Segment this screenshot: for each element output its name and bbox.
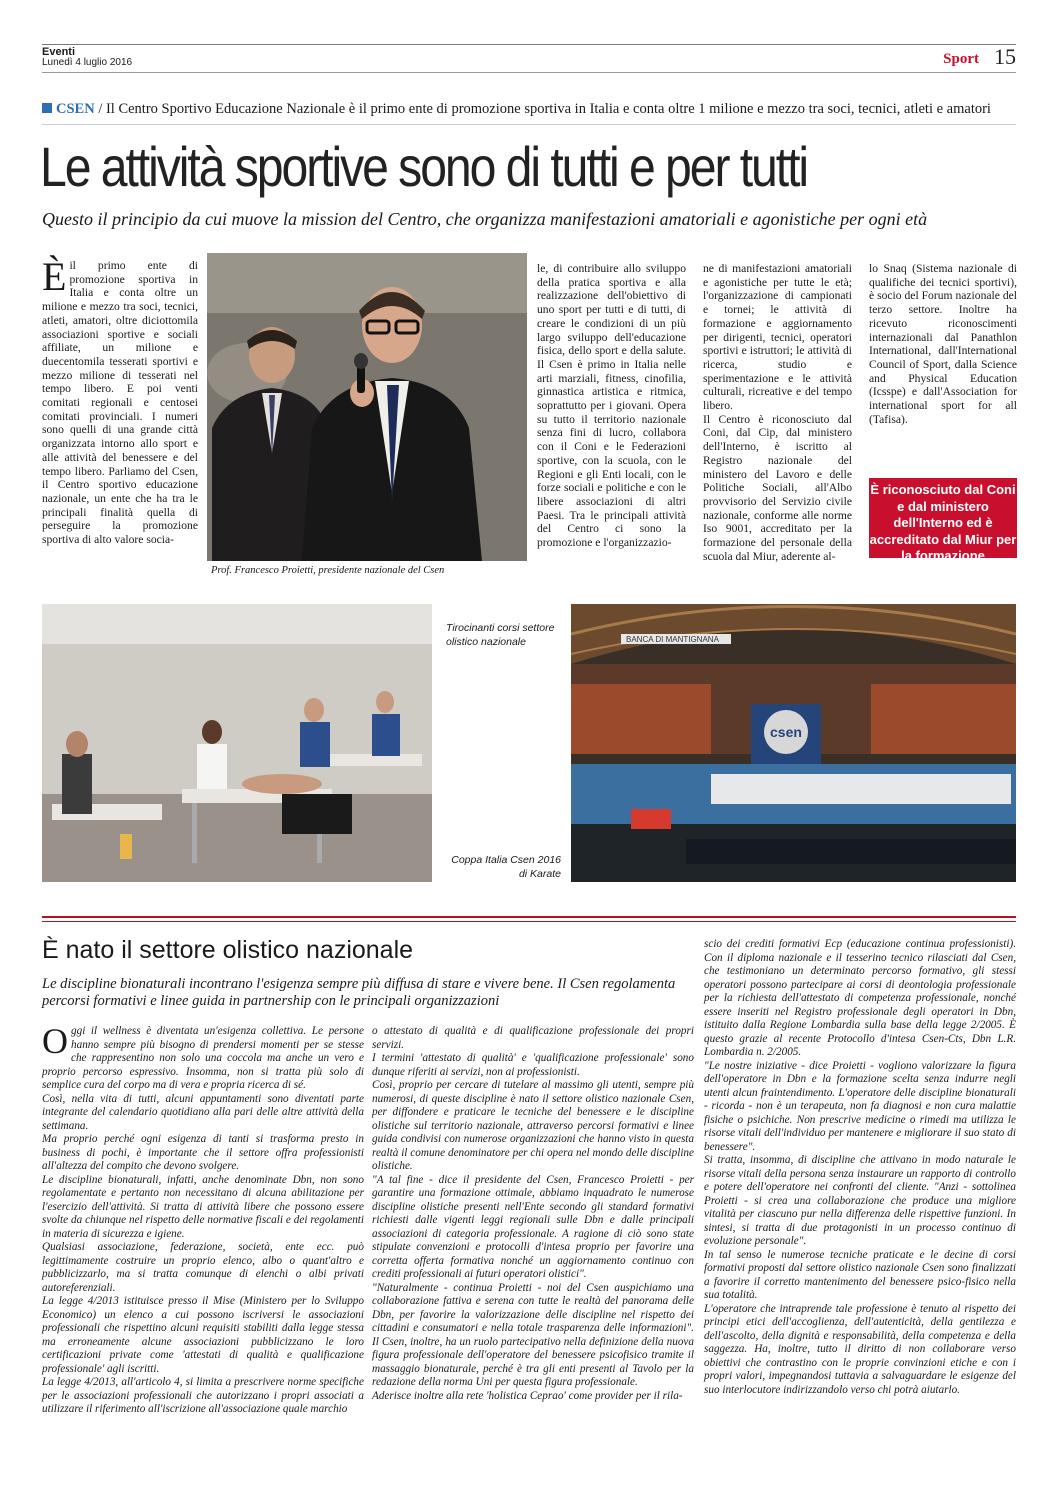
article2-title: È nato il settore olistico nazionale <box>42 936 414 964</box>
subheadline: Questo il principio da cui muove la mission del Centro, che organizza manifestazioni amatoriali e agonistiche per ogni età <box>42 209 928 229</box>
photo-karate-cup <box>571 604 1016 882</box>
photo-proietti-illustration <box>207 253 527 561</box>
article2-column-1 <box>42 1021 364 1417</box>
article1-column-3: le, di contribuire allo sviluppo della pratica sportiva e alla realizzazione dell'obiettivo di uno sport per tutti e di tutti, di creare le condizioni di un più largo sviluppo dell'educazione fisica, dello sport e della salute. Il Csen è primo in Italia nelle arti marziali, fitness, cinofilia, ginnastica artistica e ritmica, soprattutto per i giovani. Opera su tutto il territorio nazionale senza fini di lucro, collabora con il Coni e le Federazioni sportive, con la scuola, con le Regioni e gli Enti locali, con le forze sociali e politiche e con le libere associazioni di altri Paesi. Tra le principali attività del Centro ci sono la promozione e l'organizzazio- <box>537 262 686 550</box>
photo-karate-illustration <box>571 604 1016 882</box>
headline: Le attività sportive sono di tutti e per tutti <box>40 135 808 198</box>
article1-col1-text: il primo ente di promozione sportiva in Italia e conta oltre un milione e mezzo tra soci, tecnici, atleti, amatori, oltre diciottomila associazioni sportive e sociali affiliate, un milione e duecentomila tesserati sportivi e mezzo milione di tesserati nel tempo libero. E poi venti comitati regionali e centosei comitati provinciali. I numeri sono quelli di una grande città organizzata intorno allo sport e alle attività del benessere e del tempo libero. Parliamo del Csen, il Centro sportivo educazione nazionale, un ente che ha tra le principali finalità quella di perseguire la promozione sportiva di alto valore socia- <box>42 259 198 547</box>
article1-column-5: lo Snaq (Sistema nazionale di qualifiche dei tecnici sportivi), è socio del Forum nazionale del terzo settore. Inoltre ha ricevuto riconoscimenti internazionali dal Panathlon International, dall'International Council of Sport, dalla Science and Physical Education (Icsspe) e dall'Association for international sport for all (Tafisa). <box>869 262 1017 426</box>
article1-column-4: ne di manifestazioni amatoriali e agonistiche per tutte le età; l'organizzazione di campionati e tornei; le attività di formazione e aggiornamento per dirigenti, tecnici, operatori sportivi e istruttori; le attività di ricerca, studio e sperimentazione e le attività culturali, ricreative e del tempo libero. Il Centro è riconosciuto dal Coni, dal Cip, dal ministero dell'Interno, è iscritto al Registro nazionale del ministero del Lavoro e delle Politiche Sociali, all'Albo provvisorio del Servizio civile nazionale, conforme alle norme Iso 9001, accreditato per la formazione del personale della scuola dal Miur, aderente al- <box>703 262 852 563</box>
article2-column-2: o attestato di qualità e di qualificazione professionale dei propri servizi. I termini 'attestato di qualità' e 'qualificazione professionale' sono dunque riferiti ai servizi, non ai professionisti. Così, proprio per cercare di tutelare al massimo gli utenti, sempre più numerosi, di queste discipline è nato il settore olistico nazionale Csen, per diffondere e praticare le tecniche del benessere e le discipline olistiche sul territorio nazionale, attraverso percorsi formativi e linee guida condivisi con numerose organizzazioni che hanno visto in questa realtà il comune denominatore per chi opera nel mondo delle discipline olistiche. "A tal fine - dice il presidente del Csen, Francesco Proietti - per garantire una formazione ottimale, abbiamo inquadrato le numerose discipline olistiche presenti nell'Ente secondo gli standard formativi richiesti dalle vigenti leggi regionali sulle Dbn e dalle principali associazioni di categoria professionale. A ragione di ciò sono state stipulate convenzioni e protocolli d'intesa proprio per favorire una corretta offerta formativa nonché un aggiornamento continuo con crediti professionali ai futuri operatori olistici". "Naturalmente - continua Proietti - noi del Csen auspichiamo una collaborazione fattiva e serena con tutte le realtà del panorama delle Dbn, per favorire la valorizzazione delle discipline nel rispetto dei cittadini e consumatori e nella totale trasparenza delle informazioni". Il Csen, inoltre, ha un ruolo partecipativo nella definizione della nuova figura professionale dell'operatore del benessere psicofisico tramite il massaggio bionaturale, perché è tra gli enti presenti al Tavolo per la redazione della norma Uni per questa figura professionale. Aderisce inoltre alla rete 'holistica Ceprao' come provider per il rila- <box>372 1025 694 1402</box>
dropcap: È <box>42 254 67 299</box>
issue-date: Lunedì 4 luglio 2016 <box>42 57 133 68</box>
photo-karate-caption: Coppa Italia Csen 2016 di Karate <box>451 854 561 880</box>
square-icon <box>42 103 52 113</box>
header-rule-top <box>42 44 1016 45</box>
kicker-tag: CSEN <box>56 101 95 117</box>
sport-label: Sport <box>943 51 979 67</box>
photo-proietti <box>207 253 527 561</box>
header-rule-bottom <box>42 72 1016 73</box>
kicker <box>42 101 1016 118</box>
section-divider-bottom <box>42 921 1016 922</box>
article2-subtitle: Le discipline bionaturali incontrano l'esigenza sempre più diffusa di stare e vivere bene. Il Csen regolamenta percorsi formativi e linee guida in partnership con le principali organizzazioni <box>42 976 676 1009</box>
kicker-rule <box>42 124 1016 125</box>
photo-massage-illustration <box>42 604 432 882</box>
kicker-text: / Il Centro Sportivo Educazione Nazionale è il primo ente di promozione sportiva in Italia e conta oltre 1 milione e mezzo tra soci, tecnici, atleti e amatori <box>94 101 991 117</box>
section-divider-top <box>42 916 1016 918</box>
csen-logo-text: csen <box>770 724 802 740</box>
photo-proietti-caption: Prof. Francesco Proietti, presidente nazionale del Csen <box>211 565 445 576</box>
article2-col1-text: ggi il wellness è diventata un'esigenza collettiva. Le persone hanno sempre più bisogno di prendersi momenti per se stesse che rappresentino non solo una coccola ma anche un vero e proprio percorso espressivo. Insomma, non si tratta più solo di semplice cura del corpo ma di vera e propria ricerca di sé. Così, nella vita di tutti, alcuni appuntamenti sono diventati parte integrante del calendario quotidiano alla pari delle altre attività della settimana. Ma proprio perché ogni esigenza di tanti si trasforma presto in business di pochi, è importante che il settore offra professionisti all'altezza del compito che devono svolgere. Le discipline bionaturali, infatti, anche denominate Dbn, non sono regolamentate e pertanto non necessitano di alcuna abilitazione per l'esercizio dell'attività. Si tratta di attività libere che possono essere svolte da chiunque nel rispetto delle normative fiscali e dei regolamenti in materia di sicurezza e igiene. Qualsiasi associazione, federazione, società, ente ecc. può legittimamente costruire un proprio elenco, albo o quant'altro e pubblicizzarlo, ma si tratta comunque di elenchi o albi privati autoreferenziali. La legge 4/2013 istituisce presso il Mise (Ministero per lo Sviluppo Economico) un elenco a cui possono iscriversi le associazioni professionali che rispettino alcuni requisiti stabiliti dalla legge stessa ma erroneamente alcune associazioni pubblicizzano le loro certificazioni private come 'attestati di qualità e qualificazione professionale' agli iscritti. La legge 4/2013, all'articolo 4, si limita a prescrivere norme specifiche per le associazioni professionali che autorizzano i propri associati a utilizzare il riferimento all'iscrizione all'associazione quale marchio <box>42 1025 364 1415</box>
article1-column-1 <box>42 254 198 547</box>
photo-massage-trainees <box>42 604 432 882</box>
article2-column-3: scio dei crediti formativi Ecp (educazione continua professionisti). Con il diploma nazionale e il tesserino tecnico rilasciati dal Csen, che testimoniano un determinato percorso formativo, gli stessi operatori possono partecipare ai corsi di deontologia professionale per la richiesta dell'attestato di competenza professionale, nonché essere inseriti nel Registro professionale degli operatori in Dbn, istituito dalla Regione Lombardia sulla base della legge 2/2005. È questo grazie al recente Protocollo d'intesa Csen-Cts, Dbn L.R. Lombardia n. 2/2005. "Le nostre iniziative - dice Proietti - vogliono valorizzare la figura dell'operatore in Dbn e la formazione scelta senza indurre negli utenti alcun fraintendimento. L'operatore delle discipline bionaturali - ricorda - non è un terapeuta, non fa diagnosi e non cura malattie fisiche o psichiche. Non prescrive medicine o rimedi ma utilizza le risorse vitali dell'individuo per mantenere e migliorare il suo stato di benessere". Si tratta, insomma, di discipline che attivano in modo naturale le risorse vitali della persona senza instaurare un rapporto di controllo e potere dell'operatore nei confronti del cliente. "Anzi - sottolinea Proietti - si crea una collaborazione che produce una migliore vitalità per ciascuno pur nella differenza delle rispettive funzioni. In sintesi, si tratta di due protagonisti in un processo continuo di evoluzione personale". In tal senso le numerose tecniche praticate e le decine di corsi formativi proposti dal settore olistico nazionale Csen sono finalizzati a favorire il corretto mantenimento del benessere psico-fisico nella sua totalità. L'operatore che intraprende tale professione è tenuto al rispetto dei principi etici dell'accoglienza, dell'autenticità, della gentilezza e dell'ascolto, della dignità e responsabilità, della competenza e della saggezza. Ha, inoltre, tutto il diritto di non collaborare verso obiettivi che contrastino con le proprie convinzioni etiche e con i propri valori, impegnandosi tuttavia a salvaguardare le esigenze del suo interlocutore indirizzandolo verso chi potrà aiutarlo. <box>704 938 1016 1396</box>
page-number: 15 <box>994 44 1016 69</box>
callout-box: È riconosciuto dal Coni e dal ministero dell'Interno ed è accreditato dal Miur per la formazione <box>869 478 1017 558</box>
photo-massage-caption: Tirocinanti corsi settore olistico nazionale <box>446 622 555 648</box>
section-label: Eventi <box>42 46 76 58</box>
banca-sign: BANCA DI MANTIGNANA <box>626 635 719 644</box>
article2-dropcap: O <box>42 1021 68 1061</box>
